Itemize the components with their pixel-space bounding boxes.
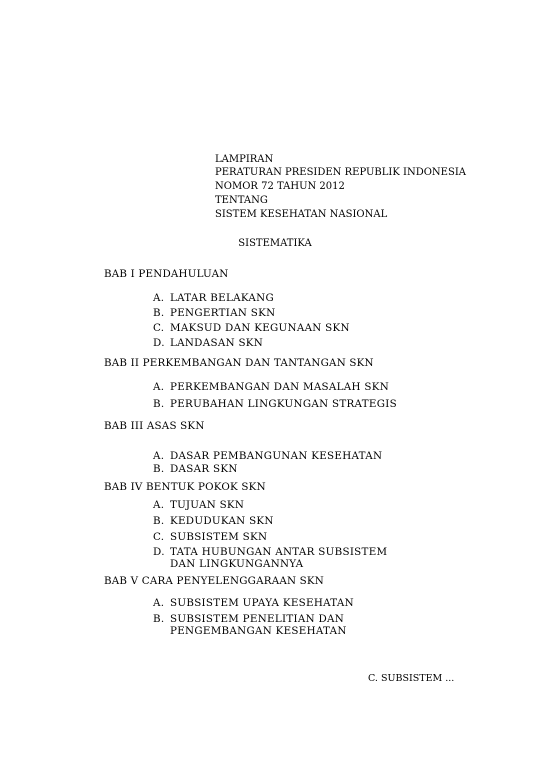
header-lampiran: LAMPIRAN [215, 154, 274, 165]
item-letter: A. [153, 499, 165, 511]
header-tentang: TENTANG [215, 195, 268, 206]
list-item [153, 531, 267, 543]
item-text: SUBSISTEM SKN [170, 531, 268, 543]
item-text: PENGERTIAN SKN [170, 307, 276, 319]
item-letter: B. [153, 515, 165, 527]
item-text: PERKEMBANGAN DAN MASALAH SKN [170, 381, 390, 393]
page-title: SISTEMATIKA [238, 238, 312, 249]
item-letter: A. [153, 292, 165, 304]
list-item [153, 613, 410, 637]
list-item [153, 499, 244, 511]
item-letter: B. [153, 398, 165, 410]
header-subject: SISTEM KESEHATAN NASIONAL [215, 209, 388, 220]
item-text: TUJUAN SKN [170, 499, 245, 511]
item-letter: C. [153, 531, 165, 543]
header-regulation: PERATURAN PRESIDEN REPUBLIK INDONESIA [215, 167, 467, 178]
chapter-heading: BAB II PERKEMBANGAN DAN TANTANGAN SKN [104, 357, 374, 369]
item-letter: D. [153, 337, 165, 349]
item-letter: A. [153, 381, 165, 393]
chapter-heading: BAB III ASAS SKN [104, 420, 205, 432]
list-item [153, 322, 350, 334]
item-letter: B. [153, 613, 165, 625]
item-text: TATA HUBUNGAN ANTAR SUBSISTEM DAN LINGKUNGANNYA [170, 546, 388, 570]
item-text: KEDUDUKAN SKN [170, 515, 274, 527]
list-item [153, 546, 400, 570]
item-text: DASAR PEMBANGUNAN KESEHATAN [170, 450, 383, 462]
item-text: PERUBAHAN LINGKUNGAN STRATEGIS [170, 398, 397, 410]
chapter-heading: BAB V CARA PENYELENGGARAAN SKN [104, 575, 325, 587]
item-text: SUBSISTEM UPAYA KESEHATAN [170, 597, 354, 609]
item-letter: A. [153, 597, 165, 609]
chapter-heading: BAB IV BENTUK POKOK SKN [104, 481, 266, 493]
list-item [153, 515, 274, 527]
item-text: MAKSUD DAN KEGUNAAN SKN [170, 322, 350, 334]
item-letter: B. [153, 307, 165, 319]
item-letter: A. [153, 450, 165, 462]
list-item [153, 337, 263, 349]
list-item [153, 292, 274, 304]
list-item [153, 381, 389, 393]
list-item [153, 597, 354, 609]
list-item [153, 307, 275, 319]
item-letter: B. [153, 463, 165, 475]
item-letter: D. [153, 546, 165, 558]
header-number: NOMOR 72 TAHUN 2012 [215, 181, 345, 192]
list-item [153, 450, 382, 462]
item-text: DASAR SKN [170, 463, 238, 475]
item-text: LATAR BELAKANG [170, 292, 274, 304]
item-letter: C. [153, 322, 165, 334]
item-text: LANDASAN SKN [170, 337, 264, 349]
list-item [153, 398, 397, 410]
list-item [153, 463, 238, 475]
item-text: SUBSISTEM PENELITIAN DAN PENGEMBANGAN KESEHATAN [170, 613, 347, 637]
chapter-heading: BAB I PENDAHULUAN [104, 268, 229, 280]
continuation-note: C. SUBSISTEM ... [368, 673, 455, 684]
